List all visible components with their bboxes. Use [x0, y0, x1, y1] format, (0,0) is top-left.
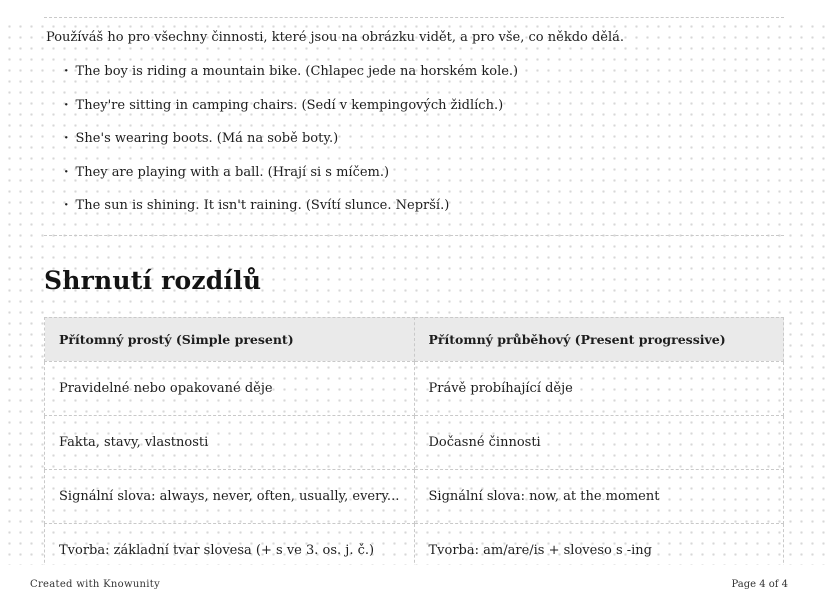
table-row [45, 469, 784, 523]
intro-paragraph: Používáš ho pro všechny činnosti, které jsou na obrázku vidět, a pro vše, co někdo dělá. [46, 30, 625, 45]
table-header-cell-present-progressive: Přítomný průběhový (Present progressive) [414, 317, 784, 361]
list-item: · They are playing with a ball. (Hrají si s míčem.) [64, 164, 782, 182]
footer-credit: Created with Knowunity [30, 578, 161, 590]
list-item: · She's wearing boots. (Má na sobě boty.) [64, 130, 782, 148]
list-item: · The sun is shining. It isn't raining. (Svítí slunce. Neprší.) [64, 197, 782, 215]
comparison-table [44, 317, 784, 578]
page-footer [0, 565, 828, 603]
table-header-row [45, 317, 784, 361]
table-cell: Pravidelné nebo opakované děje [45, 361, 415, 415]
table-cell: Signální slova: always, never, often, usually, every... [45, 469, 415, 523]
table-cell: Tvorba: základní tvar slovesa (+ s ve 3. os. j. č.) [45, 523, 415, 577]
page-number: Page 4 of 4 [731, 578, 788, 590]
section-heading: Shrnutí rozdílů [44, 265, 262, 295]
table-cell: Signální slova: now, at the moment [414, 469, 784, 523]
table-cell: Dočasné činnosti [414, 415, 784, 469]
document-page [0, 17, 828, 603]
table-row [45, 361, 784, 415]
bullet-list [46, 63, 782, 215]
table-cell: Tvorba: am/are/is + sloveso s -ing [414, 523, 784, 577]
list-item: · The boy is riding a mountain bike. (Chlapec jede na horském kole.) [64, 63, 782, 81]
page-content [0, 17, 828, 578]
table-cell: Právě probíhající děje [414, 361, 784, 415]
list-item: · They're sitting in camping chairs. (Sedí v kempingových židlích.) [64, 97, 782, 115]
intro-section [44, 17, 784, 236]
table-row [45, 415, 784, 469]
table-header-cell-simple-present: Přítomný prostý (Simple present) [45, 317, 415, 361]
table-cell: Fakta, stavy, vlastnosti [45, 415, 415, 469]
